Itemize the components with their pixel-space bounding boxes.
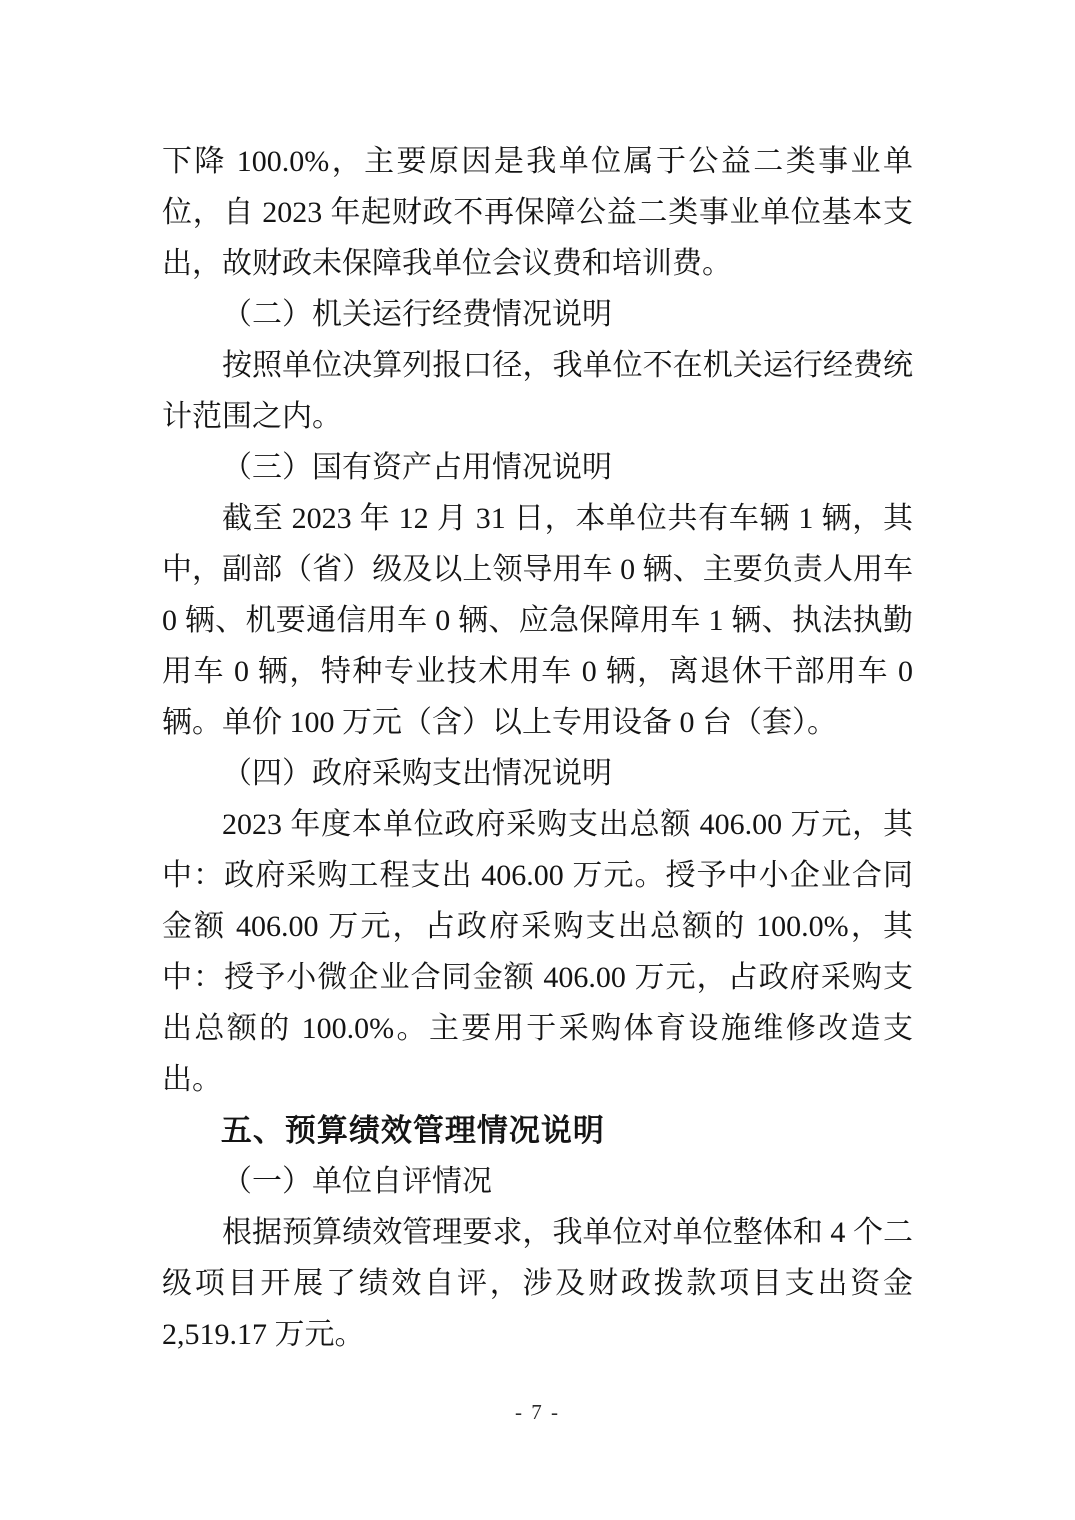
heading-chapter-5-budget-performance: 五、预算绩效管理情况说明 (220, 1113, 605, 1148)
heading-section-1-self-evaluation: （一）单位自评情况 (222, 1165, 492, 1198)
heading-section-4-government-procurement: （四）政府采购支出情况说明 (222, 757, 612, 790)
paragraph-meeting-training-fee-reason: 下降 100.0%，主要原因是我单位属于公益二类事业单位，自 2023 年起财政不再保障公益二类事业单位基本支出，故财政未保障我单位会议费和培训费。 (162, 145, 913, 280)
paragraph-state-assets-vehicles: 截至 2023 年 12 月 31 日，本单位共有车辆 1 辆，其中，副部（省）级及以上领导用车 0 辆、主要负责人用车 0 辆、机要通信用车 0 辆、应急保障用车 1 辆、执法执勤用车 0 辆，特种专业技术用车 0 辆，离退休干部用车 0 辆。单价 100 万元（含）以上专用设备 0 台（套）。 (162, 502, 913, 739)
paragraph-government-procurement: 2023 年度本单位政府采购支出总额 406.00 万元，其中：政府采购工程支出 406.00 万元。授予中小企业合同金额 406.00 万元，占政府采购支出总额的 100.0%，其中：授予小微企业合同金额 406.00 万元，占政府采购支出总额的 100.0%。主要用于采购体育设施维修改造支出。 (162, 808, 913, 1096)
paragraph-operating-expenses: 按照单位决算列报口径，我单位不在机关运行经费统计范围之内。 (162, 349, 913, 433)
heading-section-3-state-assets: （三）国有资产占用情况说明 (222, 451, 612, 484)
paragraph-self-evaluation: 根据预算绩效管理要求，我单位对单位整体和 4 个二级项目开展了绩效自评，涉及财政拨款项目支出资金 2,519.17 万元。 (162, 1216, 913, 1351)
document-body (162, 136, 913, 1360)
heading-section-2-operating-expenses: （二）机关运行经费情况说明 (222, 298, 612, 331)
page-number: - 7 - (515, 1400, 560, 1424)
